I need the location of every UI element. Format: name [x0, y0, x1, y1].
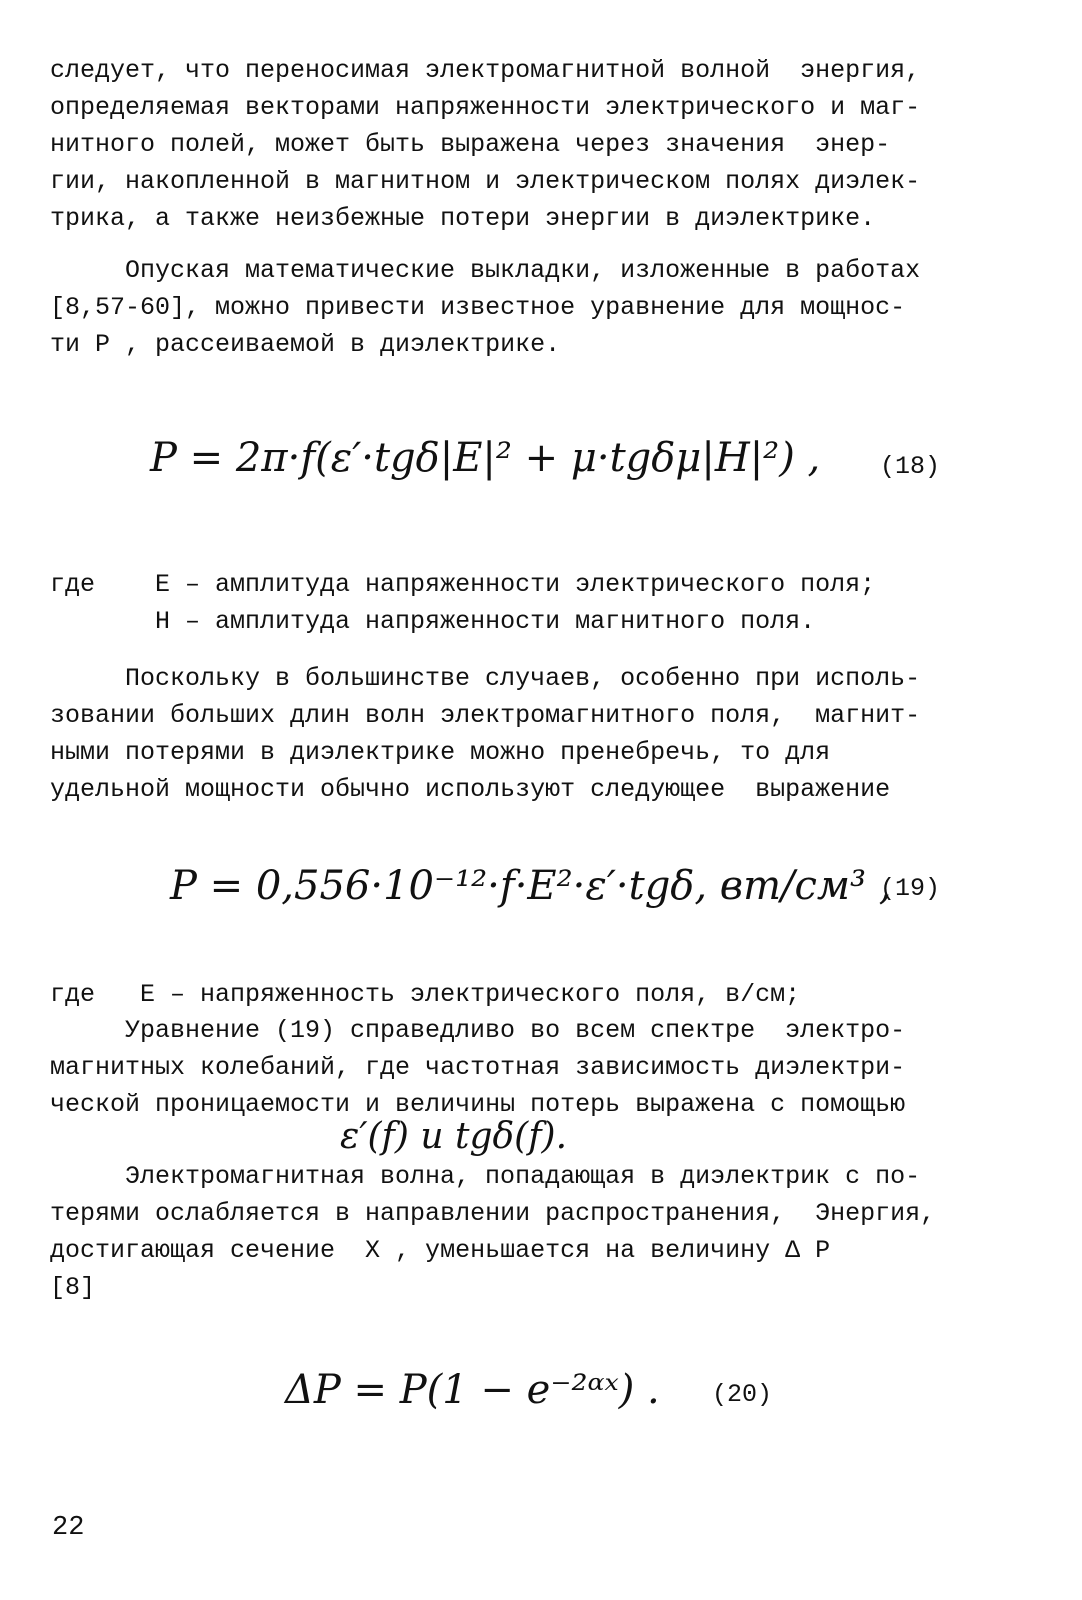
- text-line: ческой проницаемости и величины потерь выражена с помощью: [50, 1090, 906, 1119]
- text-line: ными потерями в диэлектрике можно пренебречь, то для: [50, 738, 831, 767]
- text-line: где E – напряженность электрического поля, в/см;: [50, 980, 801, 1009]
- paragraph-4: [50, 1012, 1040, 1123]
- text-line: удельной мощности обычно используют следующее выражение: [50, 775, 891, 804]
- text-line: определяемая векторами напряженности электрического и маг-: [50, 93, 921, 122]
- text-line: Опуская математические выкладки, изложенные в работах: [125, 256, 921, 285]
- paragraph-2: [50, 252, 1040, 363]
- equation-19: P = 0,556·10⁻¹²·f·E²·ε′·tgδ, вт/см³ ,: [170, 863, 892, 909]
- text-line: трика, а также неизбежные потери энергии в диэлектрике.: [50, 204, 876, 233]
- inline-formula: ε′(f) и tgδ(f).: [340, 1116, 568, 1157]
- text-line: следует, что переносимая электромагнитной волной энергия,: [50, 56, 921, 85]
- text-line: [8]: [50, 1273, 96, 1302]
- page-number: 22: [52, 1513, 85, 1543]
- text-line: нитного полей, может быть выражена через значения энер-: [50, 130, 891, 159]
- equation-20: ΔP = P(1 − e⁻²ᵅˣ) .: [285, 1367, 660, 1413]
- text-line: где E – амплитуда напряженности электрического поля;: [50, 570, 876, 599]
- where-clause-2: [50, 976, 1040, 1013]
- equation-18: P = 2π·f(ε′·tgδ|E|² + μ·tgδμ|H|²) ,: [150, 435, 821, 481]
- text-line: магнитных колебаний, где частотная зависимость диэлектри-: [50, 1053, 906, 1082]
- text-line: Электромагнитная волна, попадающая в диэлектрик с по-: [125, 1162, 921, 1191]
- where-clause-1: [50, 566, 1040, 640]
- text-line: ти P , рассеиваемой в диэлектрике.: [50, 330, 561, 359]
- text-line: зовании больших длин волн электромагнитного поля, магнит-: [50, 701, 921, 730]
- text-line: [8,57-60], можно привести известное уравнение для мощнос-: [50, 293, 906, 322]
- equation-19-number: (19): [880, 874, 941, 903]
- text-line: Поскольку в большинстве случаев, особенно при исполь-: [125, 664, 921, 693]
- text-line: H – амплитуда напряженности магнитного поля.: [50, 607, 816, 636]
- equation-20-number: (20): [712, 1380, 773, 1409]
- text-line: Уравнение (19) справедливо во всем спектре электро-: [125, 1016, 906, 1045]
- text-line: терями ослабляется в направлении распространения, Энергия,: [50, 1199, 936, 1228]
- text-line: достигающая сечение X , уменьшается на величину Δ P: [50, 1236, 831, 1265]
- paragraph-5: [50, 1158, 1040, 1306]
- text-line: гии, накопленной в магнитном и электрическом полях диэлек-: [50, 167, 921, 196]
- equation-18-number: (18): [880, 452, 941, 481]
- paragraph-1: [50, 52, 1040, 237]
- paragraph-3: [50, 660, 1040, 808]
